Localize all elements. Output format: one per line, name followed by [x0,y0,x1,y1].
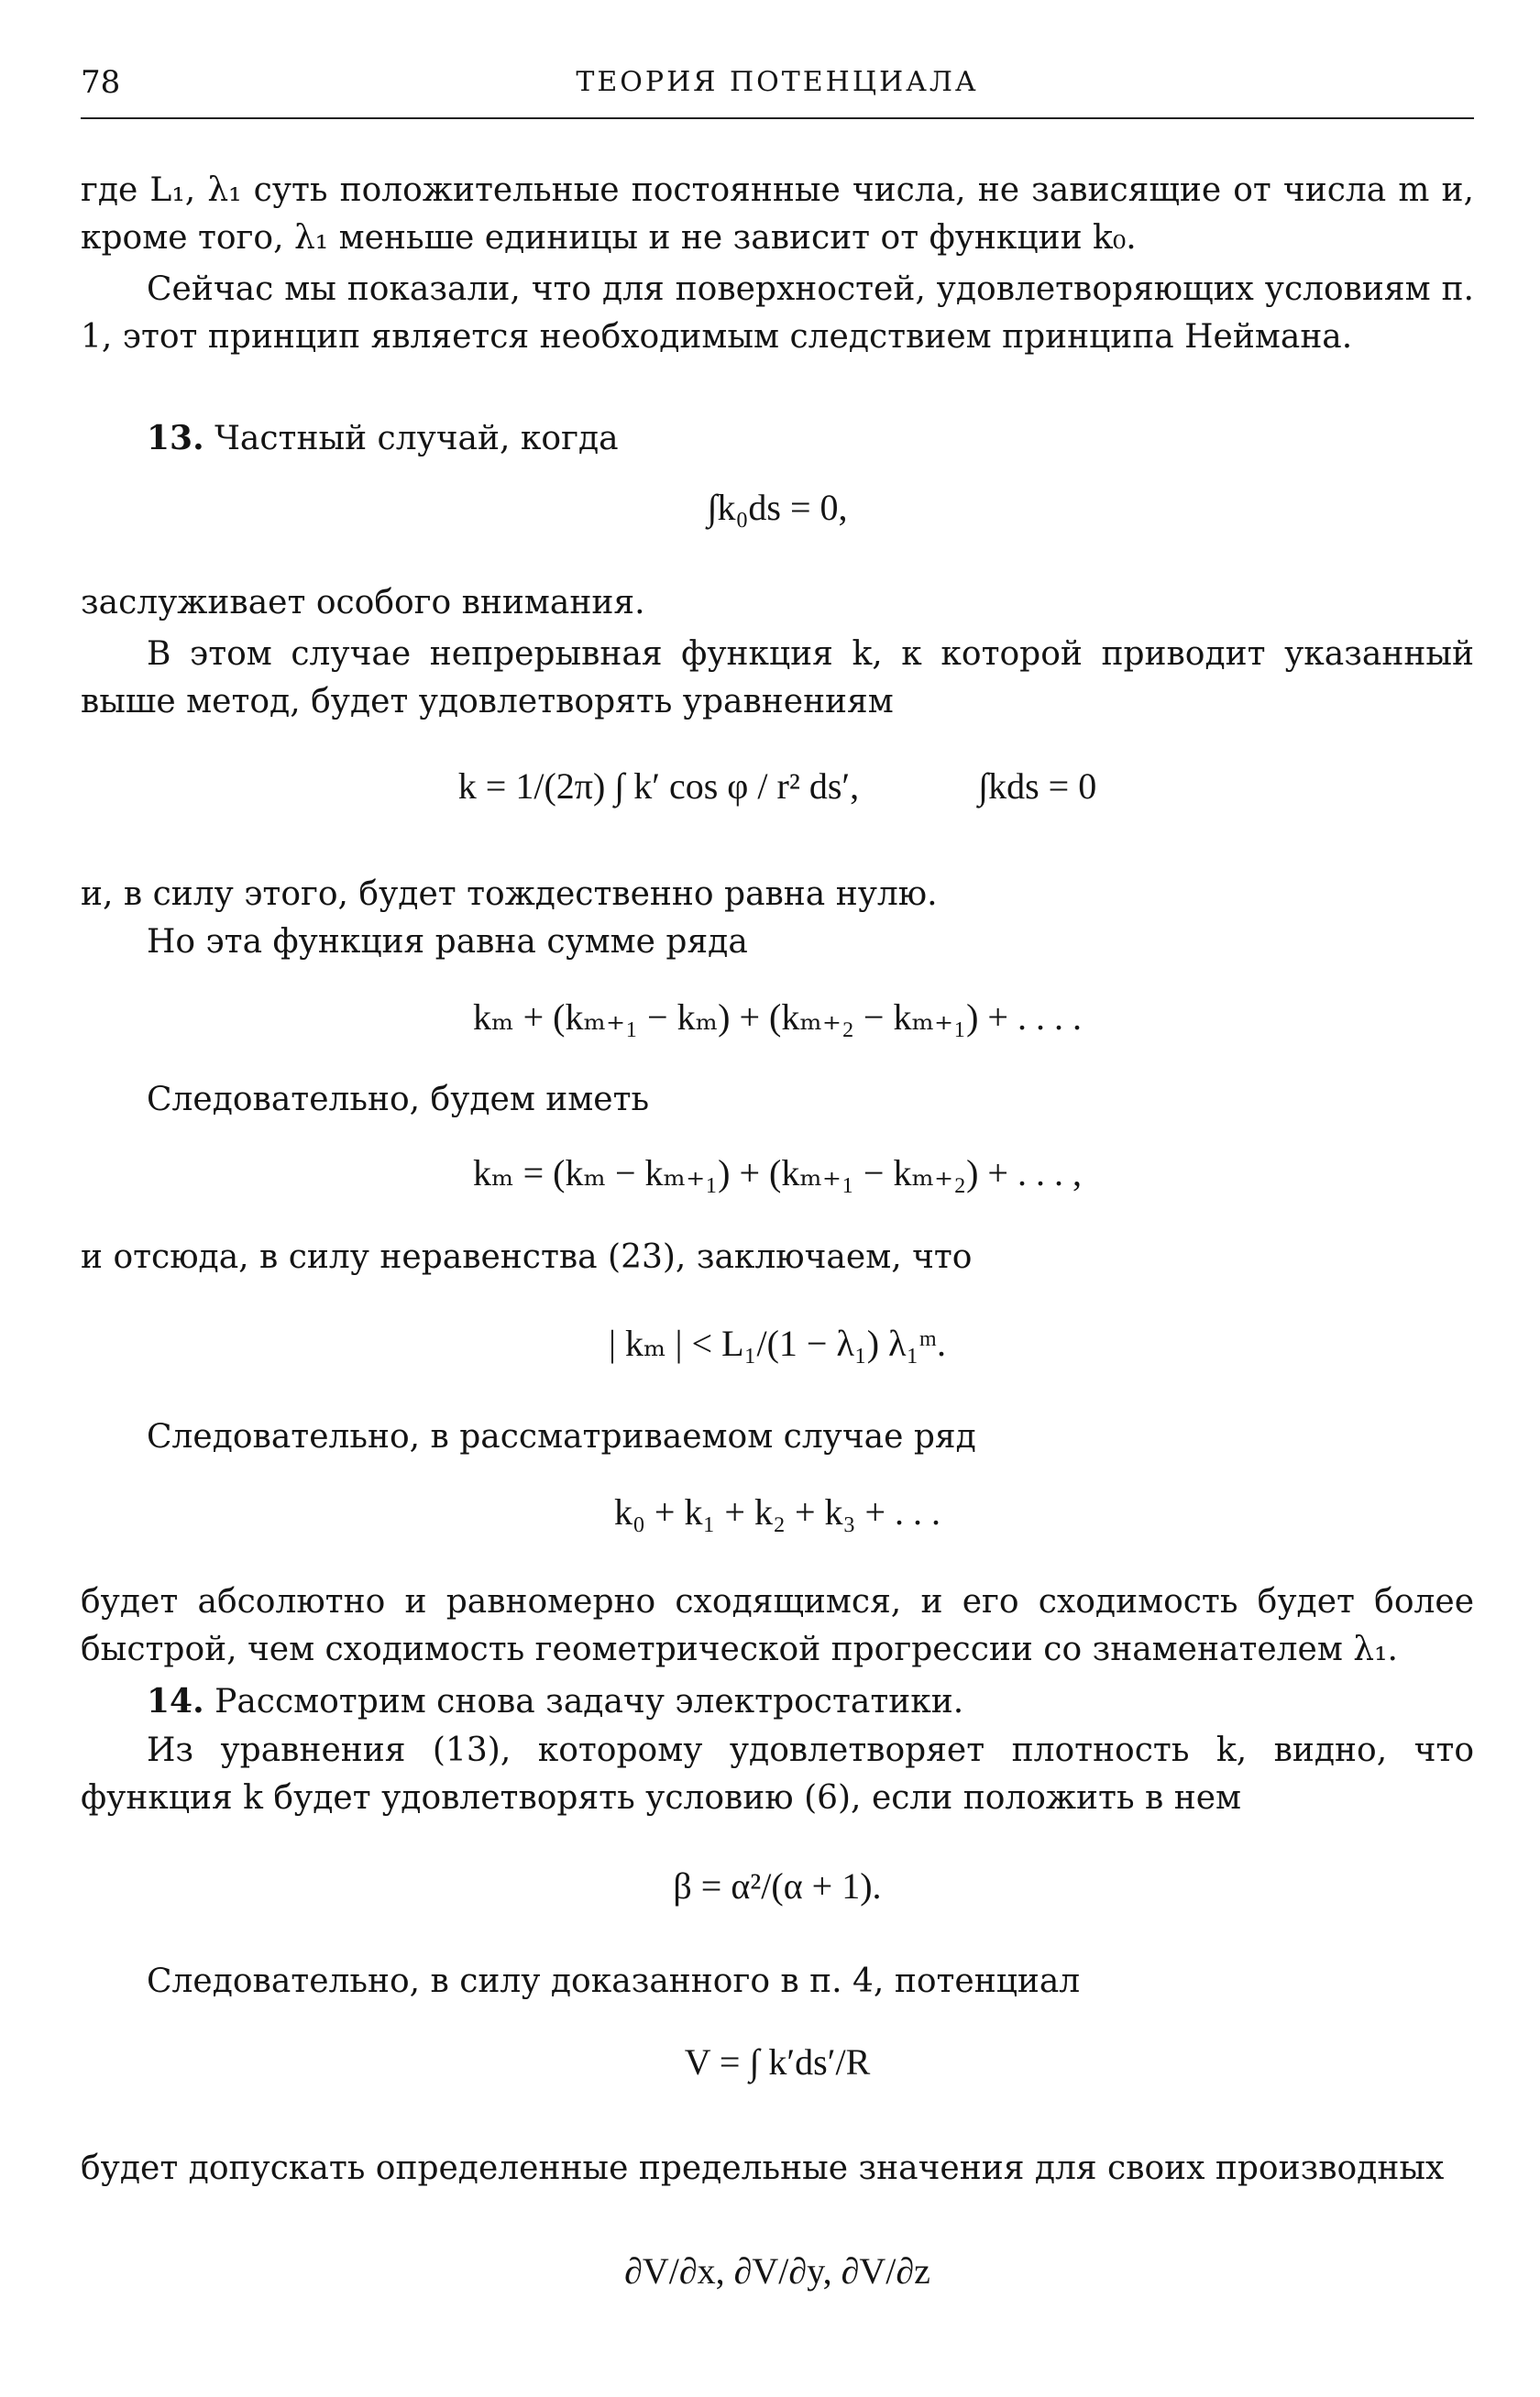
equation-1: ∫k₀ds = 0, [707,487,848,528]
paragraph-4: В этом случае непрерывная функция k, к которой приводит указанный выше метод, будет удовлетворять уравнениям [81,635,1474,720]
equation-7: β = α²/(α + 1). [673,1865,882,1907]
equation-2a: k = 1/(2π) ∫ k′ cos φ / r² ds′, [457,765,860,807]
equation-4: kₘ = (kₘ − kₘ₊₁) + (kₘ₊₁ − kₘ₊₂) + . . . , [473,1152,1082,1193]
header-rule [81,117,1474,119]
section-14-heading [81,1677,1540,1726]
section-13-heading [81,414,1540,463]
paragraph-5: и, в силу этого, будет тождественно равна нулю. [81,875,938,913]
paragraph-1: где L₁, λ₁ суть положительные постоянные числа, не зависящие от числа m и, кроме того, λ₁ меньше единицы и не зависит от функции k₀. [81,171,1474,257]
equation-2b: ∫kds = 0 [978,765,1097,807]
paragraph-13: будет допускать определенные предельные значения для своих производных [81,2150,1445,2187]
paragraph-9: Следовательно, в рассматриваемом случае ряд [147,1418,976,1456]
paragraph-7: Следовательно, будем иметь [147,1081,650,1118]
equation-8: V = ∫ k′ds′/R [684,2041,871,2083]
paragraph-6: Но эта функция равна сумме ряда [147,923,748,961]
section-13-number: 13. [147,419,204,457]
equation-6: k₀ + k₁ + k₂ + k₃ + . . . [613,1491,940,1533]
section-14-text: Рассмотрим снова задачу электростатики. [214,1683,964,1721]
equation-5: | kₘ | < L₁/(1 − λ₁) λ₁ᵐ. [608,1323,947,1364]
page-header [81,64,1474,110]
paragraph-2: Сейчас мы показали, что для поверхностей, удовлетворяющих условиям п. 1, этот принцип является необходимым следствием принципа Неймана. [81,270,1474,356]
paragraph-10: будет абсолютно и равномерно сходящимся, и его сходимость будет более быстрой, чем сходимость геометрической прогрессии со знаменателем λ₁. [81,1583,1474,1668]
section-14-number: 14. [147,1682,204,1721]
page-number: 78 [81,64,121,101]
paragraph-3: заслуживает особого внимания. [81,584,645,621]
running-title: ТЕОРИЯ ПОТЕНЦИАЛА [576,66,979,98]
paragraph-11: Из уравнения (13), которому удовлетворяет плотность k, видно, что функция k будет удовлетворять условию (6), если положить в нем [81,1732,1474,1817]
equation-9: ∂V/∂x, ∂V/∂y, ∂V/∂z [624,2250,930,2292]
equation-3: kₘ + (kₘ₊₁ − kₘ) + (kₘ₊₂ − kₘ₊₁) + . . . . [473,996,1082,1038]
equation-2-row [81,764,1474,808]
paragraph-8: и отсюда, в силу неравенства (23), заключаем, что [81,1238,973,1276]
paragraph-12: Следовательно, в силу доказанного в п. 4, потенциал [147,1963,1081,2000]
section-13-intro: Частный случай, когда [214,420,619,457]
